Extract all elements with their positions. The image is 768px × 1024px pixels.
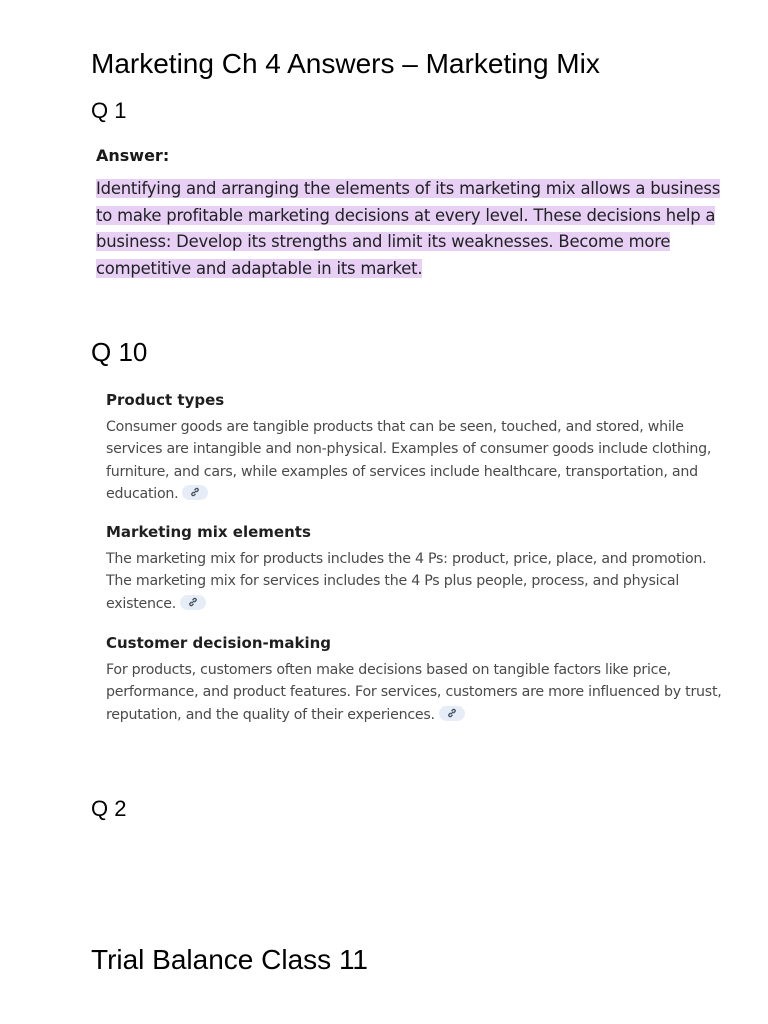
section-body-text: For products, customers often make decisions based on tangible factors like price, performance, and product features. For services, customers are more influenced by trust, reputation, and the quality of their experiences. — [106, 662, 722, 723]
question-1-answer-image — [91, 140, 731, 285]
section-body — [106, 416, 726, 505]
section-body — [106, 548, 726, 615]
question-1-label: Q 1 — [91, 98, 127, 123]
question-10-label: Q 10 — [91, 337, 148, 367]
highlighted-answer-text: Identifying and arranging the elements of its marketing mix allows a business to make profitable marketing decisions at every level. These decisions help a business: Develop its strengths and limit its weaknesses. Become more competitive and adaptable in its market. — [96, 179, 721, 278]
answer-label: Answer: — [96, 146, 170, 165]
link-icon — [190, 487, 200, 497]
section-body — [106, 659, 726, 726]
link-icon — [188, 597, 198, 607]
document-title: Marketing Ch 4 Answers – Marketing Mix — [91, 48, 600, 79]
section-heading: Marketing mix elements — [106, 523, 311, 541]
link-icon — [447, 708, 457, 718]
section-customer-decision-making — [106, 633, 726, 726]
section-heading: Product types — [106, 391, 225, 409]
trial-balance-title: Trial Balance Class 11 — [91, 944, 369, 975]
section-heading: Customer decision-making — [106, 634, 332, 652]
source-link-chip[interactable] — [439, 706, 465, 721]
source-link-chip[interactable] — [180, 595, 206, 610]
source-link-chip[interactable] — [182, 485, 208, 500]
section-body-text: Consumer goods are tangible products that can be seen, touched, and stored, while services are intangible and non-physical. Examples of consumer goods include clothing, furniture, and cars, while examples of services include healthcare, transportation, and education. — [106, 419, 712, 502]
section-product-types — [106, 390, 726, 505]
question-10-answer-image — [100, 384, 730, 729]
section-marketing-mix-elements — [106, 522, 726, 615]
section-body-text: The marketing mix for products includes the 4 Ps: product, price, place, and promotion. The marketing mix for services includes the 4 Ps plus people, process, and physical existence. — [106, 551, 707, 612]
answer-text — [96, 176, 731, 282]
question-2-label: Q 2 — [91, 796, 127, 821]
